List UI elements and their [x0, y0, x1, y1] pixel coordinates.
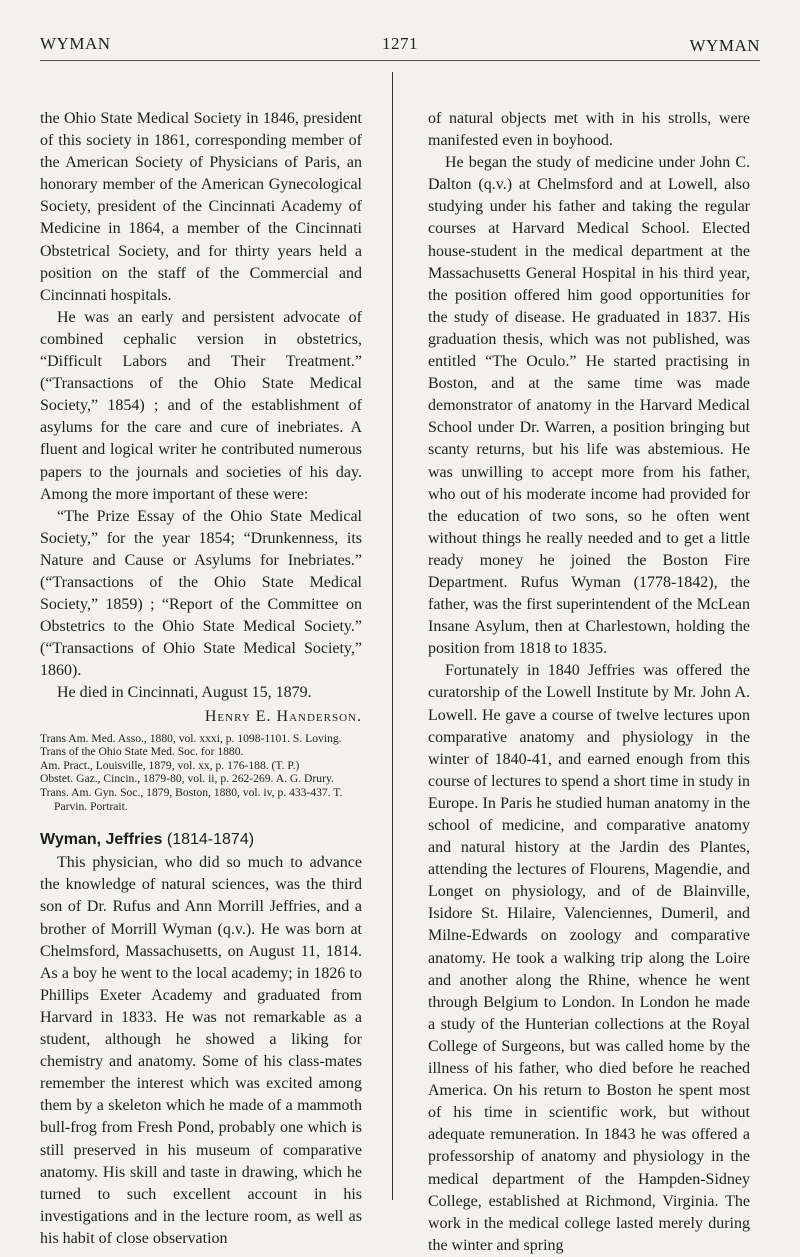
paragraph: He began the study of medicine under John C. Dalton (q.v.) at Chelmsford and at Lowell, also studying under his father and taking the regular courses at Harvard Medical School. Elected house-student in the medical department at the Massachusetts General Hospital in his third year, the position offered him good opportunities for the study of disease. He graduated in 1837. His graduation thesis, which was not published, was entitled “The Oculo.” He started practising in Boston, and at the same time was made demonstrator of anatomy in the Harvard Medical School under Dr. Warren, a position bringing but scanty returns, but his life was abstemious. He was unwilling to accept more from his father, who out of his moderate income had provided for the education of two sons, so he often went without things he really needed and to get a little ready money he joined the Boston Fire Department. Rufus Wyman (1778-1842), the father, was the first superintendent of the McLean Insane Asylum, then at Charlestown, holding the position from 1818 to 1835.: [428, 154, 750, 658]
running-header: [40, 34, 760, 60]
reference-item: Trans of the Ohio State Med. Soc. for 1880.: [40, 745, 244, 759]
right-column: [428, 108, 750, 1257]
paragraph: He died in Cincinnati, August 15, 1879.: [57, 684, 312, 702]
header-rule: [40, 60, 760, 61]
reference-item: Trans Am. Med. Asso., 1880, vol. xxxi, p. 1098-1101. S. Loving.: [40, 731, 342, 745]
author-signature: Henry E. Handerson.: [204, 707, 362, 725]
reference-item: Obstet. Gaz., Cincin., 1879-80, vol. ii, p. 262-269. A. G. Drury.: [40, 772, 334, 786]
page-number: 1271: [382, 34, 418, 53]
paragraph: Fortunately in 1840 Jeffries was offered the curatorship of the Lowell Institute by Mr. John A. Lowell. He gave a course of twelve lectures upon comparative anatomy and physiology in the winter of 1840-41, and earned enough from this course of lectures to spend a short time in study in Europe. In Paris he studied human anatomy in the school of medicine, and comparative anatomy and natural history at the Jardin des Plantes, attending the lectures of Flourens, Magendie, and Longet on physiology, and of de Blainville, Isidore St. Hilaire, Valenciennes, Dumeril, and Milne-Edwards on zoology and comparative anatomy. He took a walking trip along the Loire and another along the Rhine, whence he went through Belgium to London. In London he made a study of the Hunterian collections at the Royal College of Surgeons, but was called home by the illness of his father, who died before he reached America. On his return to Boston he spent most of his time in scientific work, but without adequate remuneration. In 1843 he was offered a professorship of anatomy and physiology in the medical department of the Hampden-Sidney College, established at Richmond, Virginia. The work in the medical college lasted merely during the winter and spring: [428, 662, 750, 1254]
header-left-title: WYMAN: [40, 34, 111, 53]
entry-heading: [40, 829, 362, 851]
entry-paragraph: This physician, who did so much to advance the knowledge of natural sciences, was the third son of Dr. Rufus and Ann Morrill Jeffries, and a brother of Morrill Wyman (q.v.). He was born at Chelmsford, Massachusetts, on August 11, 1814. As a boy he went to the local academy; in 1826 to Phillips Exeter Academy and graduated from Harvard in 1833. He was not remarkable as a student, although he showed a liking for chemistry and anatomy. Some of his class-mates remember the interest which was excited among them by a skeleton which he made of a mammoth bull-frog from Fresh Pond, probably one which is still preserved in his museum of comparative anatomy. His skill and taste in drawing, which he turned to such excellent account in his investigations and in the lecture room, as well as his habit of close observation: [40, 854, 362, 1247]
column-divider: [392, 72, 393, 1200]
reference-item: Am. Pract., Louisville, 1879, vol. xx, p. 176-188. (T. P.): [40, 758, 300, 772]
references: [40, 732, 362, 814]
paragraph: “The Prize Essay of the Ohio State Medical Society,” for the year 1854; “Drunkenness, its Nature and Cause or Asylums for Inebriates.” (“Transactions of the Ohio State Medical Society,” 1859) ; “Report of the Committee on Obstetrics to the Ohio State Medical Society.” (“Transactions of Ohio State Medical Society,” 1860).: [40, 507, 362, 680]
header-right-title: WYMAN: [689, 36, 760, 55]
paragraph: the Ohio State Medical Society in 1846, president of this society in 1861, corresponding member of the American Society of Physicians of Paris, an honorary member of the American Gynecological Society, president of the Cincinnati Academy of Medicine in 1864, a member of the Cincinnati Obstetrical Society, and for thirty years held a position on the staff of the Commercial and Cincinnati hospitals.: [40, 110, 362, 304]
entry-dates: (1814-1874): [166, 831, 255, 849]
reference-item: Trans. Am. Gyn. Soc., 1879, Boston, 1880, vol. iv, p. 433-437. T. Parvin. Portrait.: [40, 786, 343, 813]
left-column: [40, 108, 362, 1250]
paragraph: He was an early and persistent advocate of combined cephalic version in obstetrics, “Difficult Labors and Their Treatment.” (“Transactions of the Ohio State Medical Society,” 1854) ; and of the establishment of asylums for the care and cure of inebriates. A fluent and logical writer he contributed numerous papers to the journals and societies of his day. Among the more important of these were:: [40, 308, 362, 503]
entry-name: Wyman, Jeffries: [40, 831, 163, 849]
paragraph: of natural objects met with in his strolls, were manifested even in boyhood.: [428, 110, 750, 150]
